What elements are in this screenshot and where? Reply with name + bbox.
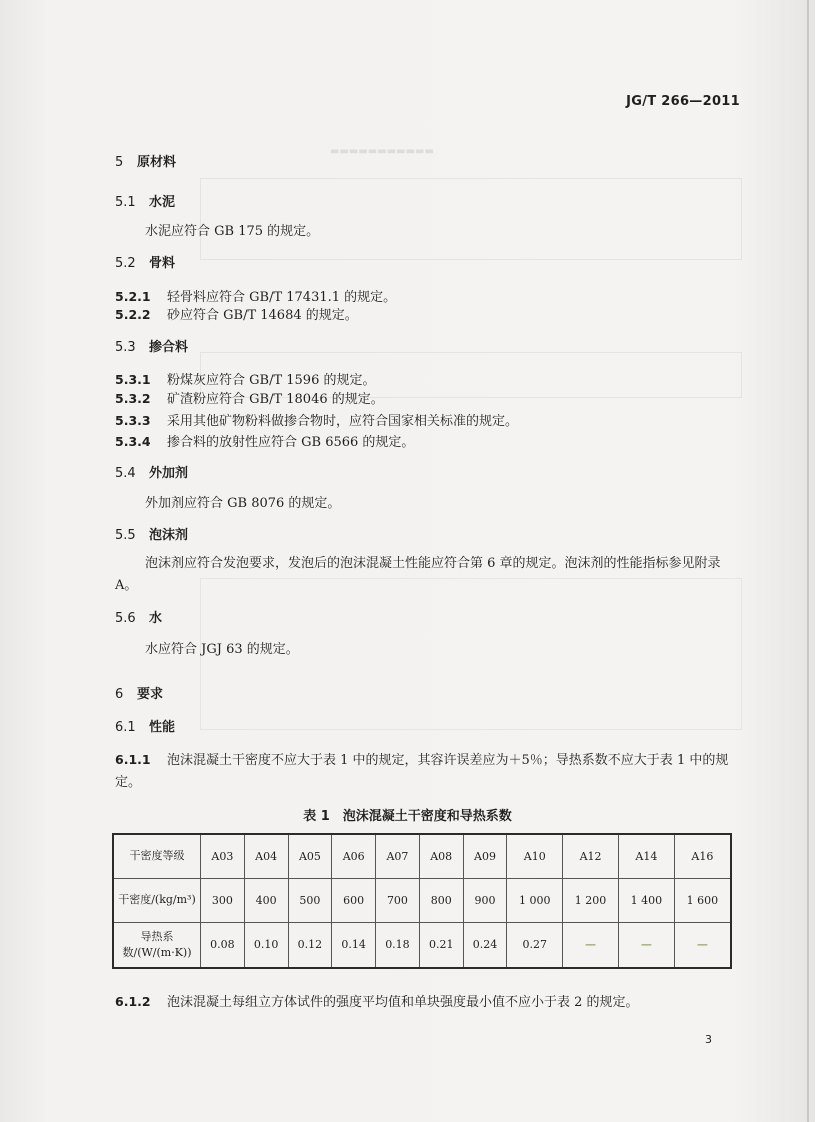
section-title: 骨料 (149, 256, 176, 271)
section-title: 掺合料 (149, 340, 189, 355)
table-cell: 400 (244, 878, 288, 922)
clause-5-2-2 (115, 304, 358, 323)
table-cell: A14 (618, 834, 674, 878)
section-title: 水泥 (149, 195, 176, 210)
table-cell: — (563, 922, 619, 968)
table-1 (112, 833, 732, 969)
table-cell: A12 (563, 834, 619, 878)
clause-text: 矿渣粉应符合 GB/T 18046 的规定。 (167, 392, 384, 407)
section-number: 5 (115, 155, 124, 170)
bleed-through-decoration: ▬▬▬▬▬▬▬▬▬▬▬ (330, 146, 434, 157)
clause-5-3-2 (115, 388, 384, 407)
clause-5-2-1 (115, 286, 396, 305)
table-cell: 0.27 (507, 922, 563, 968)
paragraph-text: 泡沫剂应符合发泡要求，发泡后的泡沫混凝土性能应符合第 6 章的规定。泡沫剂的性能指标参见附录 A。 (115, 556, 721, 593)
row-header: 干密度等级 (113, 834, 201, 878)
clause-text: 轻骨料应符合 GB/T 17431.1 的规定。 (167, 290, 397, 305)
table-cell: A10 (507, 834, 563, 878)
clause-number: 5.3.3 (115, 413, 151, 428)
clause-5-3-3 (115, 410, 518, 429)
section-5-5-text (115, 553, 735, 597)
clause-text: 砂应符合 GB/T 14684 的规定。 (167, 308, 358, 323)
section-5-heading (115, 151, 176, 170)
section-5-1-text: 水泥应符合 GB 175 的规定。 (145, 224, 320, 239)
section-5-5-heading (115, 524, 188, 543)
clause-number: 5.3.4 (115, 434, 151, 449)
table-row-grade (113, 834, 731, 878)
table-cell: 0.24 (463, 922, 507, 968)
section-6-heading (115, 683, 163, 702)
section-title: 原材料 (137, 155, 177, 170)
table-cell: 0.14 (332, 922, 376, 968)
section-5-6-text: 水应符合 JGJ 63 的规定。 (145, 642, 299, 657)
clause-number: 6.1.2 (115, 994, 151, 1009)
section-5-3-heading (115, 336, 188, 355)
section-number: 6 (115, 687, 124, 702)
section-title: 泡沫剂 (149, 528, 189, 543)
table-cell: A09 (463, 834, 507, 878)
section-number: 5.1 (115, 195, 136, 210)
section-number: 5.4 (115, 466, 136, 481)
section-6-1-heading (115, 716, 175, 735)
table-cell: 0.10 (244, 922, 288, 968)
table-cell: A07 (376, 834, 420, 878)
section-5-1-heading (115, 191, 175, 210)
table-cell: 600 (332, 878, 376, 922)
clause-number: 5.3.2 (115, 391, 151, 406)
standard-code: JG/T 266—2011 (626, 94, 740, 109)
clause-text: 掺合料的放射性应符合 GB 6566 的规定。 (167, 435, 415, 450)
table-cell: A04 (244, 834, 288, 878)
table-cell: 1 000 (507, 878, 563, 922)
section-number: 5.5 (115, 528, 136, 543)
table-cell: 900 (463, 878, 507, 922)
row-header: 导热系数/(W/(m·K)) (113, 922, 201, 968)
section-title: 水 (149, 611, 163, 626)
section-number: 5.3 (115, 340, 136, 355)
table-cell: 800 (419, 878, 463, 922)
table-cell: 0.18 (376, 922, 420, 968)
table-row-conductivity (113, 922, 731, 968)
table-cell: 1 400 (618, 878, 674, 922)
clause-number: 5.2.2 (115, 307, 151, 322)
table-cell: A06 (332, 834, 376, 878)
section-title: 性能 (149, 720, 176, 735)
table-cell: 1 600 (674, 878, 731, 922)
binding-edge (807, 0, 809, 1122)
section-5-6-heading (115, 607, 162, 626)
section-title: 外加剂 (149, 466, 189, 481)
table-cell: 0.12 (288, 922, 332, 968)
page-number: 3 (705, 1033, 712, 1046)
bleed-through-table (200, 178, 742, 260)
table-cell: 1 200 (563, 878, 619, 922)
clause-6-1-1 (115, 749, 735, 794)
clause-number: 6.1.1 (115, 752, 151, 767)
clause-number: 5.3.1 (115, 372, 151, 387)
table-cell: 0.08 (201, 922, 245, 968)
table-cell: 0.21 (419, 922, 463, 968)
table-cell: 700 (376, 878, 420, 922)
table-cell: A16 (674, 834, 731, 878)
section-5-4-heading (115, 462, 188, 481)
clause-text: 粉煤灰应符合 GB/T 1596 的规定。 (167, 373, 376, 388)
table-cell: — (618, 922, 674, 968)
table-cell: A03 (201, 834, 245, 878)
section-5-2-heading (115, 252, 175, 271)
clause-5-3-1 (115, 369, 375, 388)
table-row-density (113, 878, 731, 922)
table-cell: 300 (201, 878, 245, 922)
section-number: 5.2 (115, 256, 136, 271)
clause-text: 采用其他矿物粉料做掺合物时，应符合国家相关标准的规定。 (167, 414, 519, 429)
row-header: 干密度/(kg/m³) (113, 878, 201, 922)
section-title: 要求 (137, 687, 164, 702)
section-5-4-text: 外加剂应符合 GB 8076 的规定。 (145, 496, 341, 511)
table-cell: — (674, 922, 731, 968)
table-1-caption: 表 1 泡沫混凝土干密度和导热系数 (303, 809, 512, 824)
table-cell: A08 (419, 834, 463, 878)
section-number: 6.1 (115, 720, 136, 735)
table-cell: 500 (288, 878, 332, 922)
clause-5-3-4 (115, 431, 414, 450)
clause-text: 泡沫混凝土每组立方体试件的强度平均值和单块强度最小值不应小于表 2 的规定。 (167, 995, 639, 1010)
clause-text: 泡沫混凝土干密度不应大于表 1 中的规定，其容许误差应为＋5％；导热系数不应大于表 1 中的规定。 (115, 753, 729, 790)
section-number: 5.6 (115, 611, 136, 626)
clause-6-1-2 (115, 991, 639, 1010)
clause-number: 5.2.1 (115, 289, 151, 304)
table-cell: A05 (288, 834, 332, 878)
